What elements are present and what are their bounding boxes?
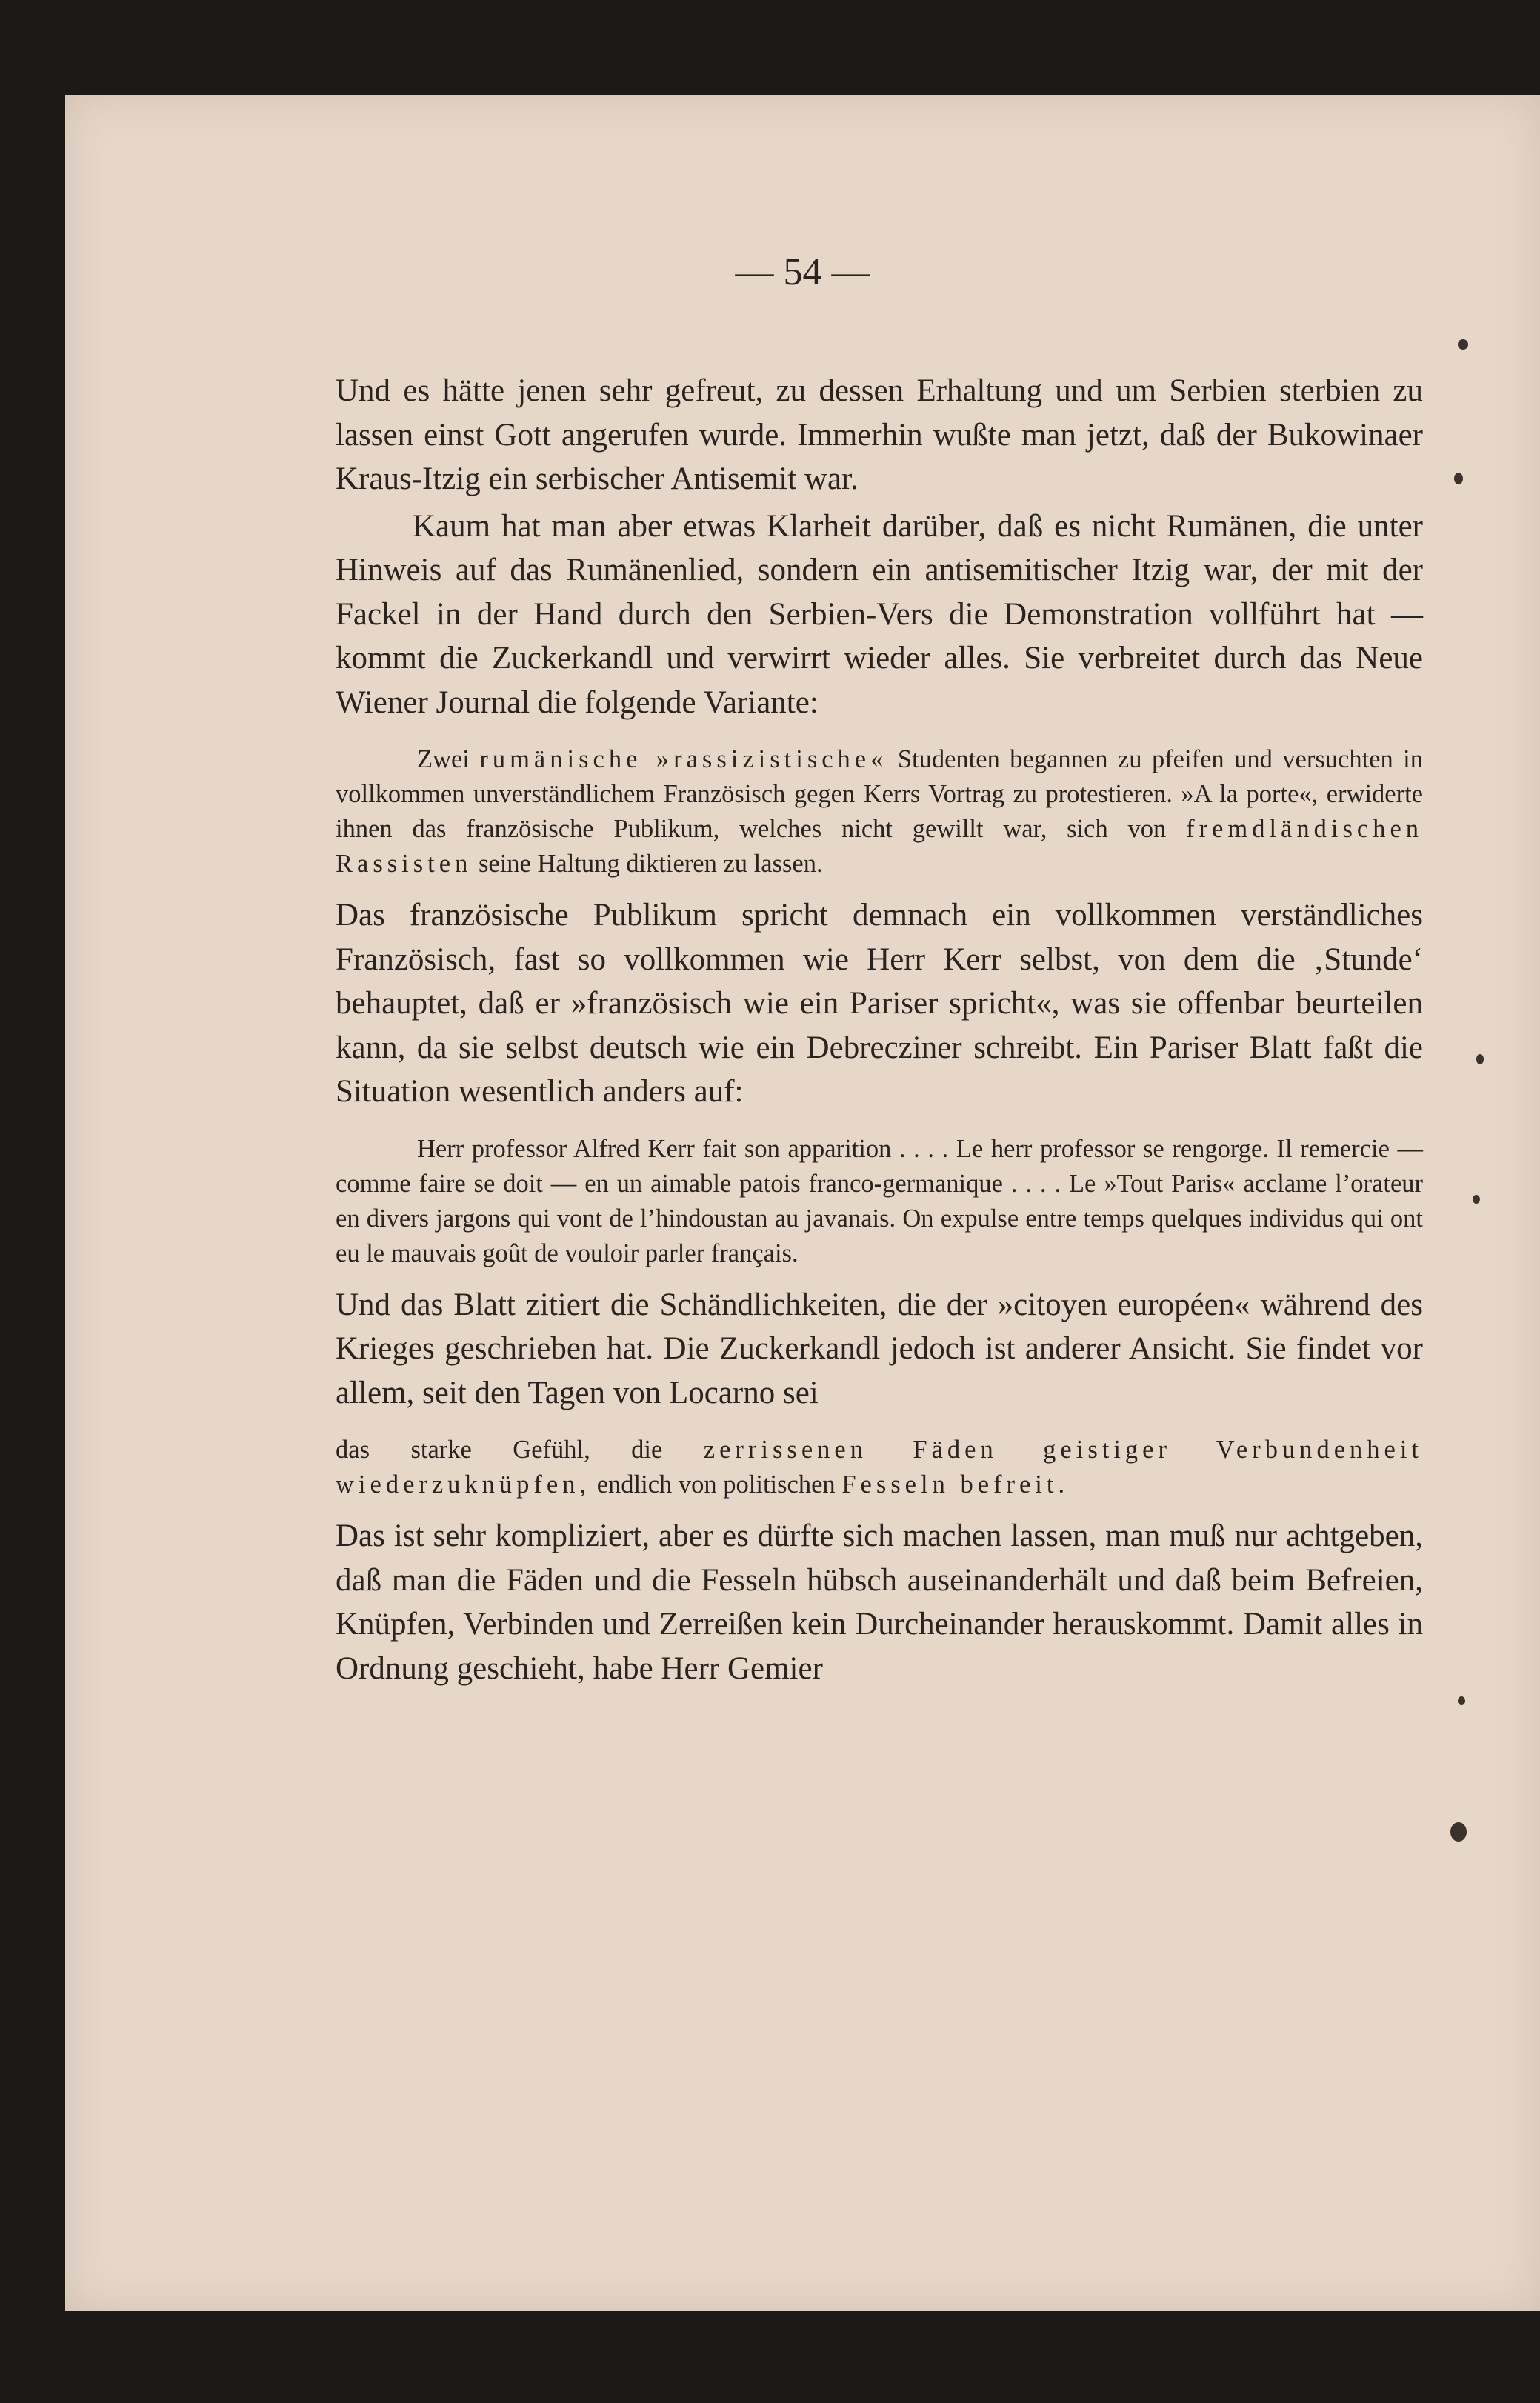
quote-text-4: das starke Gefühl, die [336, 1436, 663, 1464]
quote-students [336, 742, 1423, 881]
paragraph-3: Das französische Publikum spricht demnach ein vollkommen verständliches Französisch, fast so vollkommen wie Herr Kerr selbst, von dem die ‚Stunde‘ behauptet, daß er »französisch wie ein Pariser spricht«, was sie offenbar beurteilen kann, da sie selbst deutsch wie ein Debrecziner schreibt. Ein Pariser Blatt faßt die Situation wesentlich anders auf: [336, 898, 1423, 1109]
quote-spaced-text-4: Fesseln befreit. [841, 1470, 1070, 1499]
paragraph-2: Kaum hat man aber etwas Klarheit darüber, daß es nicht Rumänen, die unter Hinweis auf das Rumänenlied, sondern ein antisemitischer Itzig war, der mit der Fackel in der Hand durch den Serbien-Vers die Demonstration vollführt hat — kommt die Zuckerkandl und verwirrt wieder alles. Sie verbreitet durch das Neue Wiener Journal die folgende Variante: [336, 508, 1423, 720]
page-text [336, 369, 1423, 1690]
quote-french: Herr professor Alfred Kerr fait son apparition . . . . Le herr professor se rengorge. Il remercie — comme faire se doit — en un aimable patois franco-germanique . . . . Le »Tout Paris« acclame l’orateur en divers jargons qui vont de l’hindoustan au javanais. On expulse entre temps quelques individus qui ont eu le mauvais goût de vouloir parler français. [336, 1134, 1423, 1267]
ink-speck [1476, 1054, 1484, 1064]
quote-text-5: endlich von politischen [596, 1470, 836, 1499]
page-number: — 54 — [735, 251, 870, 293]
book-page [65, 95, 1540, 2311]
ink-speck [1473, 1195, 1480, 1204]
paragraph-5: Das ist sehr kompliziert, aber es dürfte sich machen lassen, man muß nur achtgeben, daß man die Fäden und die Fesseln hübsch auseinanderhält und daß beim Befreien, Knüpfen, Verbinden und Zerreißen kein Durcheinander herauskommt. Damit alles in Ordnung geschieht, habe Herr Gemier [336, 1519, 1423, 1686]
ink-speck [1458, 339, 1468, 350]
quote-spaced-text-2: fremdländischen Rassisten [336, 815, 1424, 878]
quote-locarno [336, 1433, 1423, 1502]
quote-text-1: Zwei [417, 745, 470, 773]
quote-text-3: seine Haltung diktieren zu lassen. [478, 850, 823, 878]
quote-spaced-text-1: rumänische »rassizistische« [479, 745, 888, 773]
quote-text-2: Studenten begannen zu pfeifen und versuchten in vollkommen unverständlichem Französisch gegen Kerrs Vortrag zu protestieren. »A la porte«, erwiderte ihnen das französische Publikum, welches nicht gewillt war, sich von [336, 745, 1424, 843]
quote-spaced-text-3: zerrissenen Fäden geistiger Verbundenheit wiederzuknüpfen, [336, 1436, 1423, 1499]
ink-speck [1458, 1696, 1465, 1705]
paragraph-4: Und das Blatt zitiert die Schändlichkeiten, die der »citoyen européen« während des Krieges geschrieben hat. Die Zuckerkandl jedoch ist anderer Ansicht. Sie findet vor allem, seit den Tagen von Locarno sei [336, 1287, 1423, 1410]
ink-speck [1450, 1822, 1467, 1842]
paragraph-1: Und es hätte jenen sehr gefreut, zu dessen Erhaltung und um Serbien sterbien zu lassen einst Gott angerufen wurde. Immerhin wußte man jetzt, daß der Bukowinaer Kraus-Itzig ein serbischer Antisemit war. [336, 373, 1423, 496]
ink-speck [1454, 473, 1463, 484]
